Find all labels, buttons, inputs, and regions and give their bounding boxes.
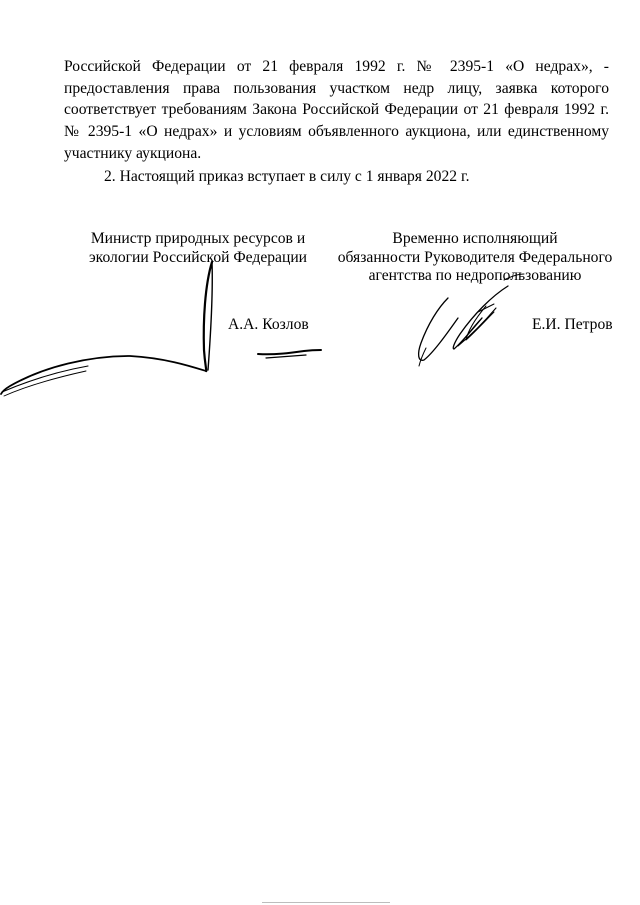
- paragraph-continuation: Российской Федерации от 21 февраля 1992 г. № 2395-1 «О недрах», - предоставления права пользования участком недр лицу, заявка которого соответствует требованиям Закона Российской Федерации от 21 февраля 1992 г. № 2395-1 «О недрах» и условиям объявленного аукциона, или единственному участнику аукциона.: [64, 58, 609, 162]
- document-body: [64, 56, 609, 187]
- left-title-line-1: Министр природных ресурсов и: [90, 230, 306, 247]
- paragraph-effective-date: 2. Настоящий приказ вступает в силу с 1 января 2022 г.: [104, 167, 470, 185]
- left-signatory-title: [70, 230, 326, 267]
- right-title-line-3: агентства по недропользованию: [368, 267, 582, 284]
- right-title-line-2: обязанности Руководителя Федерального: [337, 248, 613, 266]
- right-title-line-1: Временно исполняющий: [392, 230, 558, 247]
- right-signature-icon: [419, 274, 524, 366]
- right-signatory-name: Е.И. Петров: [532, 316, 613, 333]
- right-signatory-title: [330, 230, 620, 286]
- left-signatory-name: А.А. Козлов: [228, 316, 309, 333]
- page-bottom-mark: [262, 902, 390, 903]
- left-title-line-2: экологии Российской Федерации: [88, 248, 308, 266]
